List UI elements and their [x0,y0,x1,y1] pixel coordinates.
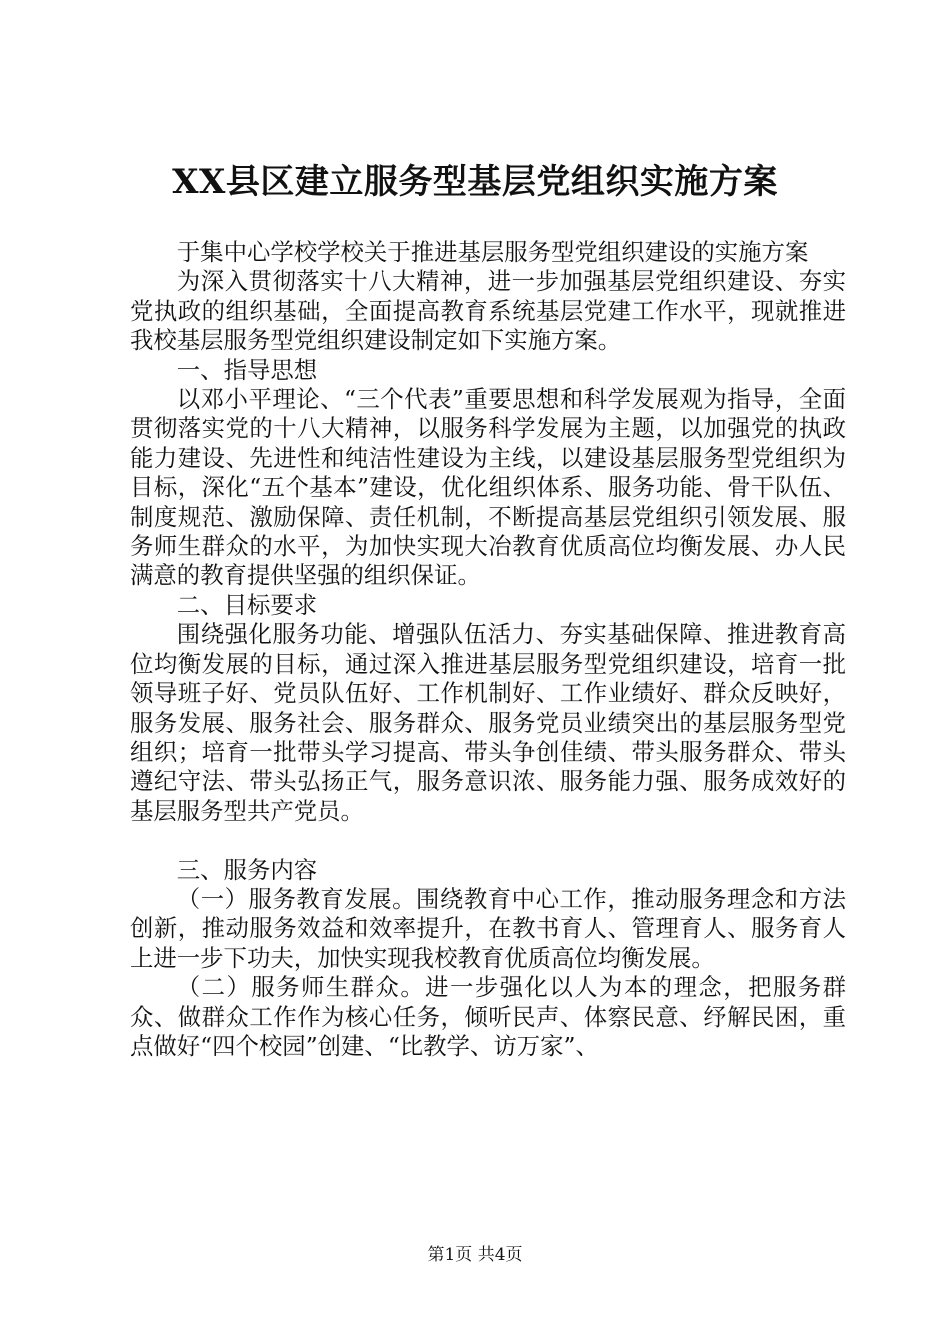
intro-paragraph: 于集中心学校学校关于推进基层服务型党组织建设的实施方案 [176,238,809,266]
document-title: XX县区建立服务型基层党组织实施方案 [172,162,778,202]
document-body [130,238,846,1061]
section-2-paragraph: 围绕强化服务功能、增强队伍活力、夯实基础保障、推进教育高位均衡发展的目标，通过深入推进基层服务型党组织建设，培育一批领导班子好、党员队伍好、工作机制好、工作业绩好、群众反映好，服务发展、服务社会、服务群众、服务党员业绩突出的基层服务型党组织；培育一批带头学习提高、带头争创佳绩、带头服务群众、带头遵纪守法、带头弘扬正气，服务意识浓、服务能力强、服务成效好的基层服务型共产党员。 [130,620,846,825]
section-1-heading: 一、指导思想 [176,355,318,384]
blank-line [130,826,846,855]
section-3-heading: 三、服务内容 [176,855,318,884]
page-number-footer: 第1页 共4页 [427,1245,523,1265]
section-2-heading: 二、目标要求 [176,590,318,619]
preface-paragraph: 为深入贯彻落实十八大精神，进一步加强基层党组织建设、夯实党执政的组织基础，全面提高教育系统基层党建工作水平，现就推进我校基层服务型党组织建设制定如下实施方案。 [130,267,846,355]
section-3-item-1: （一）服务教育发展。围绕教育中心工作，推动服务理念和方法创新，推动服务效益和效率提升，在教书育人、管理育人、服务育人上进一步下功夫，加快实现我校教育优质高位均衡发展。 [130,884,846,972]
section-1-paragraph: 以邓小平理论、“三个代表”重要思想和科学发展观为指导，全面贯彻落实党的十八大精神，以服务科学发展为主题，以加强党的执政能力建设、先进性和纯洁性建设为主线，以建设基层服务型党组织为目标，深化“五个基本”建设，优化组织体系、服务功能、骨干队伍、制度规范、激励保障、责任机制，不断提高基层党组织引领发展、服务师生群众的水平，为加快实现大冶教育优质高位均衡发展、办人民满意的教育提供坚强的组织保证。 [130,385,846,590]
section-3-item-2: （二）服务师生群众。进一步强化以人为本的理念，把服务群众、做群众工作作为核心任务，倾听民声、体察民意、纾解民困，重点做好“四个校园”创建、“比教学、访万家”、 [130,973,846,1060]
